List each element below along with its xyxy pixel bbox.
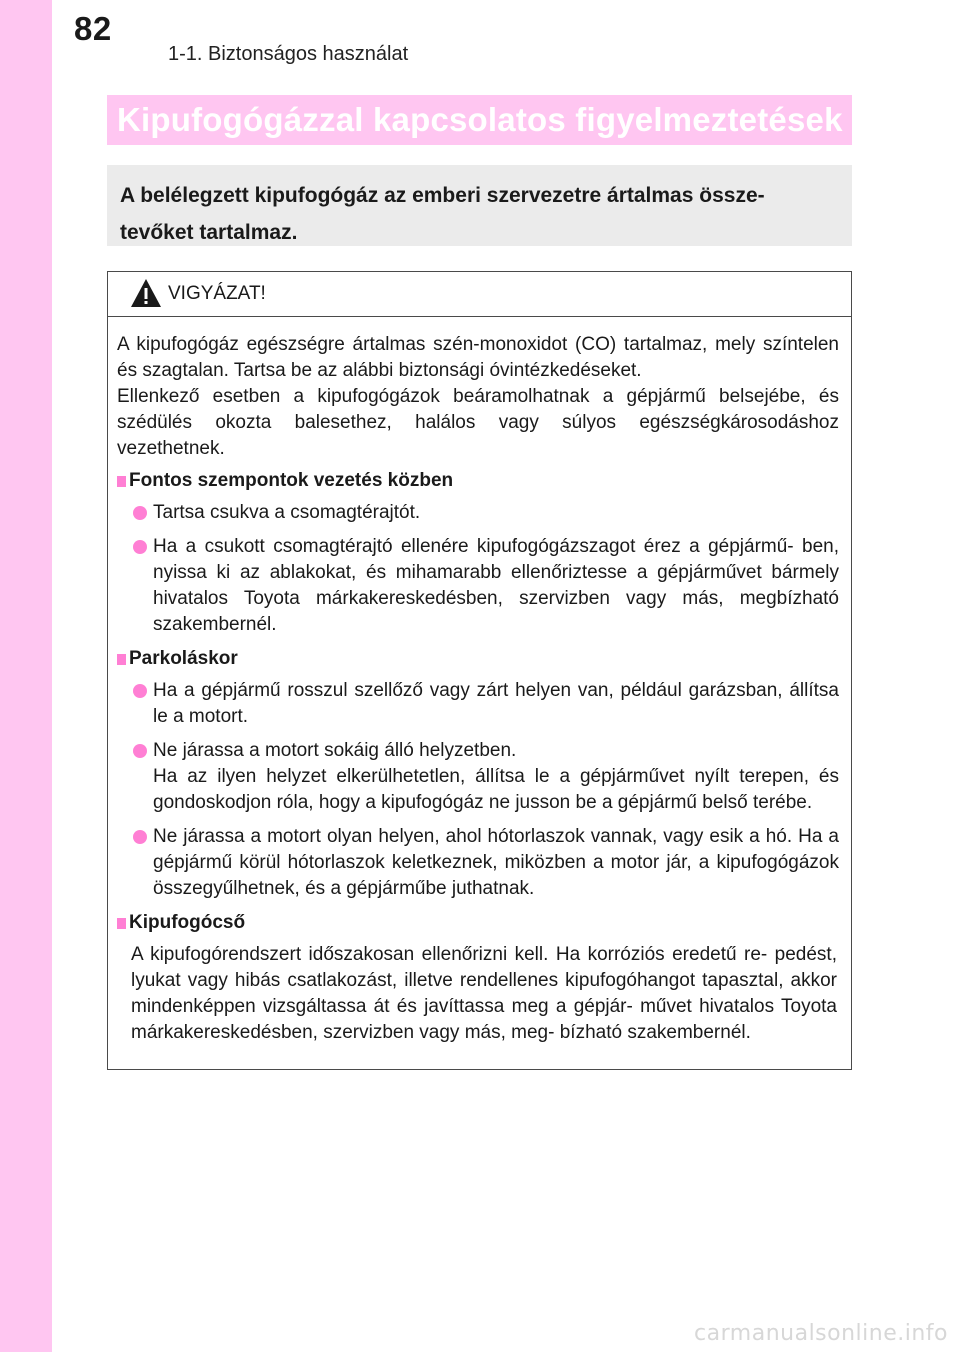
square-bullet-icon bbox=[117, 476, 126, 487]
round-bullet-icon bbox=[133, 744, 147, 758]
intro-line-1: A belélegzett kipufogógáz az emberi szervezetre ártalmas össze- bbox=[120, 184, 765, 207]
warning-body bbox=[108, 317, 851, 1046]
square-bullet-icon bbox=[117, 654, 126, 665]
title-bar bbox=[107, 95, 852, 145]
list-item: Tartsa csukva a csomagtérajtót. bbox=[117, 500, 839, 526]
warning-header bbox=[108, 272, 851, 317]
warning-paragraph-1: A kipufogógáz egészségre ártalmas szén-monoxidot (CO) tartalmaz, mely színtelen és szagtalan. Tartsa be az alábbi biztonsági óvintézkedéseket. bbox=[117, 334, 839, 381]
exhaust-pipe-text: A kipufogórendszert időszakosan ellenőrizni kell. Ha korróziós eredetű re- pedést, lyukat vagy hibás csatlakozást, illetve rendellenes kipufogóhangot tapasztal, akkor mindenképpen vizsgáltassa át és javíttassa meg a gépjár- művet hivatalos Toyota márkakereskedésben, szervizben vagy más, meg- bízható szakembernél. bbox=[131, 944, 837, 1043]
watermark: carmanualsonline.info bbox=[694, 1321, 948, 1346]
round-bullet-icon bbox=[133, 684, 147, 698]
list-item: Ne járassa a motort sokáig álló helyzetben. Ha az ilyen helyzet elkerülhetetlen, állítsa le a gépjárművet nyílt terepen, és gondoskodjon róla, hogy a kipufogógáz ne jusson be a gépjármű belső terébe. bbox=[117, 738, 839, 816]
page-number: 82 bbox=[74, 10, 112, 47]
square-bullet-icon bbox=[117, 918, 126, 929]
page-title: Kipufogógázzal kapcsolatos figyelmeztetések bbox=[117, 101, 843, 138]
subheading-driving: Fontos szempontok vezetés közben bbox=[117, 468, 839, 494]
side-color-strip bbox=[0, 0, 52, 1352]
subheading-parking: Parkoláskor bbox=[117, 646, 839, 672]
list-item: Ha a csukott csomagtérajtó ellenére kipufogógázszagot érez a gépjármű- ben, nyissa ki az ablakokat, és mihamarabb ellenőriztesse a gépjárművet bármely hivatalos Toyota márkakereskedésben, szervizben vagy más, megbízható szakembernél. bbox=[117, 534, 839, 638]
round-bullet-icon bbox=[133, 540, 147, 554]
warning-paragraph-2: Ellenkező esetben a kipufogógázok beáramolhatnak a gépjármű belsejébe, és szédülés okozta balesethez, halálos vagy súlyos egészségkárosodáshoz vezethetnek. bbox=[117, 386, 839, 459]
round-bullet-icon bbox=[133, 506, 147, 520]
warning-box bbox=[107, 271, 852, 1070]
intro-line-2: tevőket tartalmaz. bbox=[120, 221, 298, 244]
intro-box bbox=[107, 165, 852, 246]
subheading-exhaust-pipe: Kipufogócső bbox=[117, 910, 839, 936]
list-item: Ha a gépjármű rosszul szellőző vagy zárt helyen van, például garázsban, állítsa le a motort. bbox=[117, 678, 839, 730]
warning-triangle-icon bbox=[130, 278, 162, 308]
round-bullet-icon bbox=[133, 830, 147, 844]
warning-label: VIGYÁZAT! bbox=[168, 283, 266, 304]
list-item: Ne járassa a motort olyan helyen, ahol hótorlaszok vannak, vagy esik a hó. Ha a gépjármű körül hótorlaszok keletkeznek, miközben a motor jár, a kipufogógázok összegyűlhetnek, és a gépjárműbe juthatnak. bbox=[117, 824, 839, 902]
section-header: 1-1. Biztonságos használat bbox=[168, 43, 409, 65]
